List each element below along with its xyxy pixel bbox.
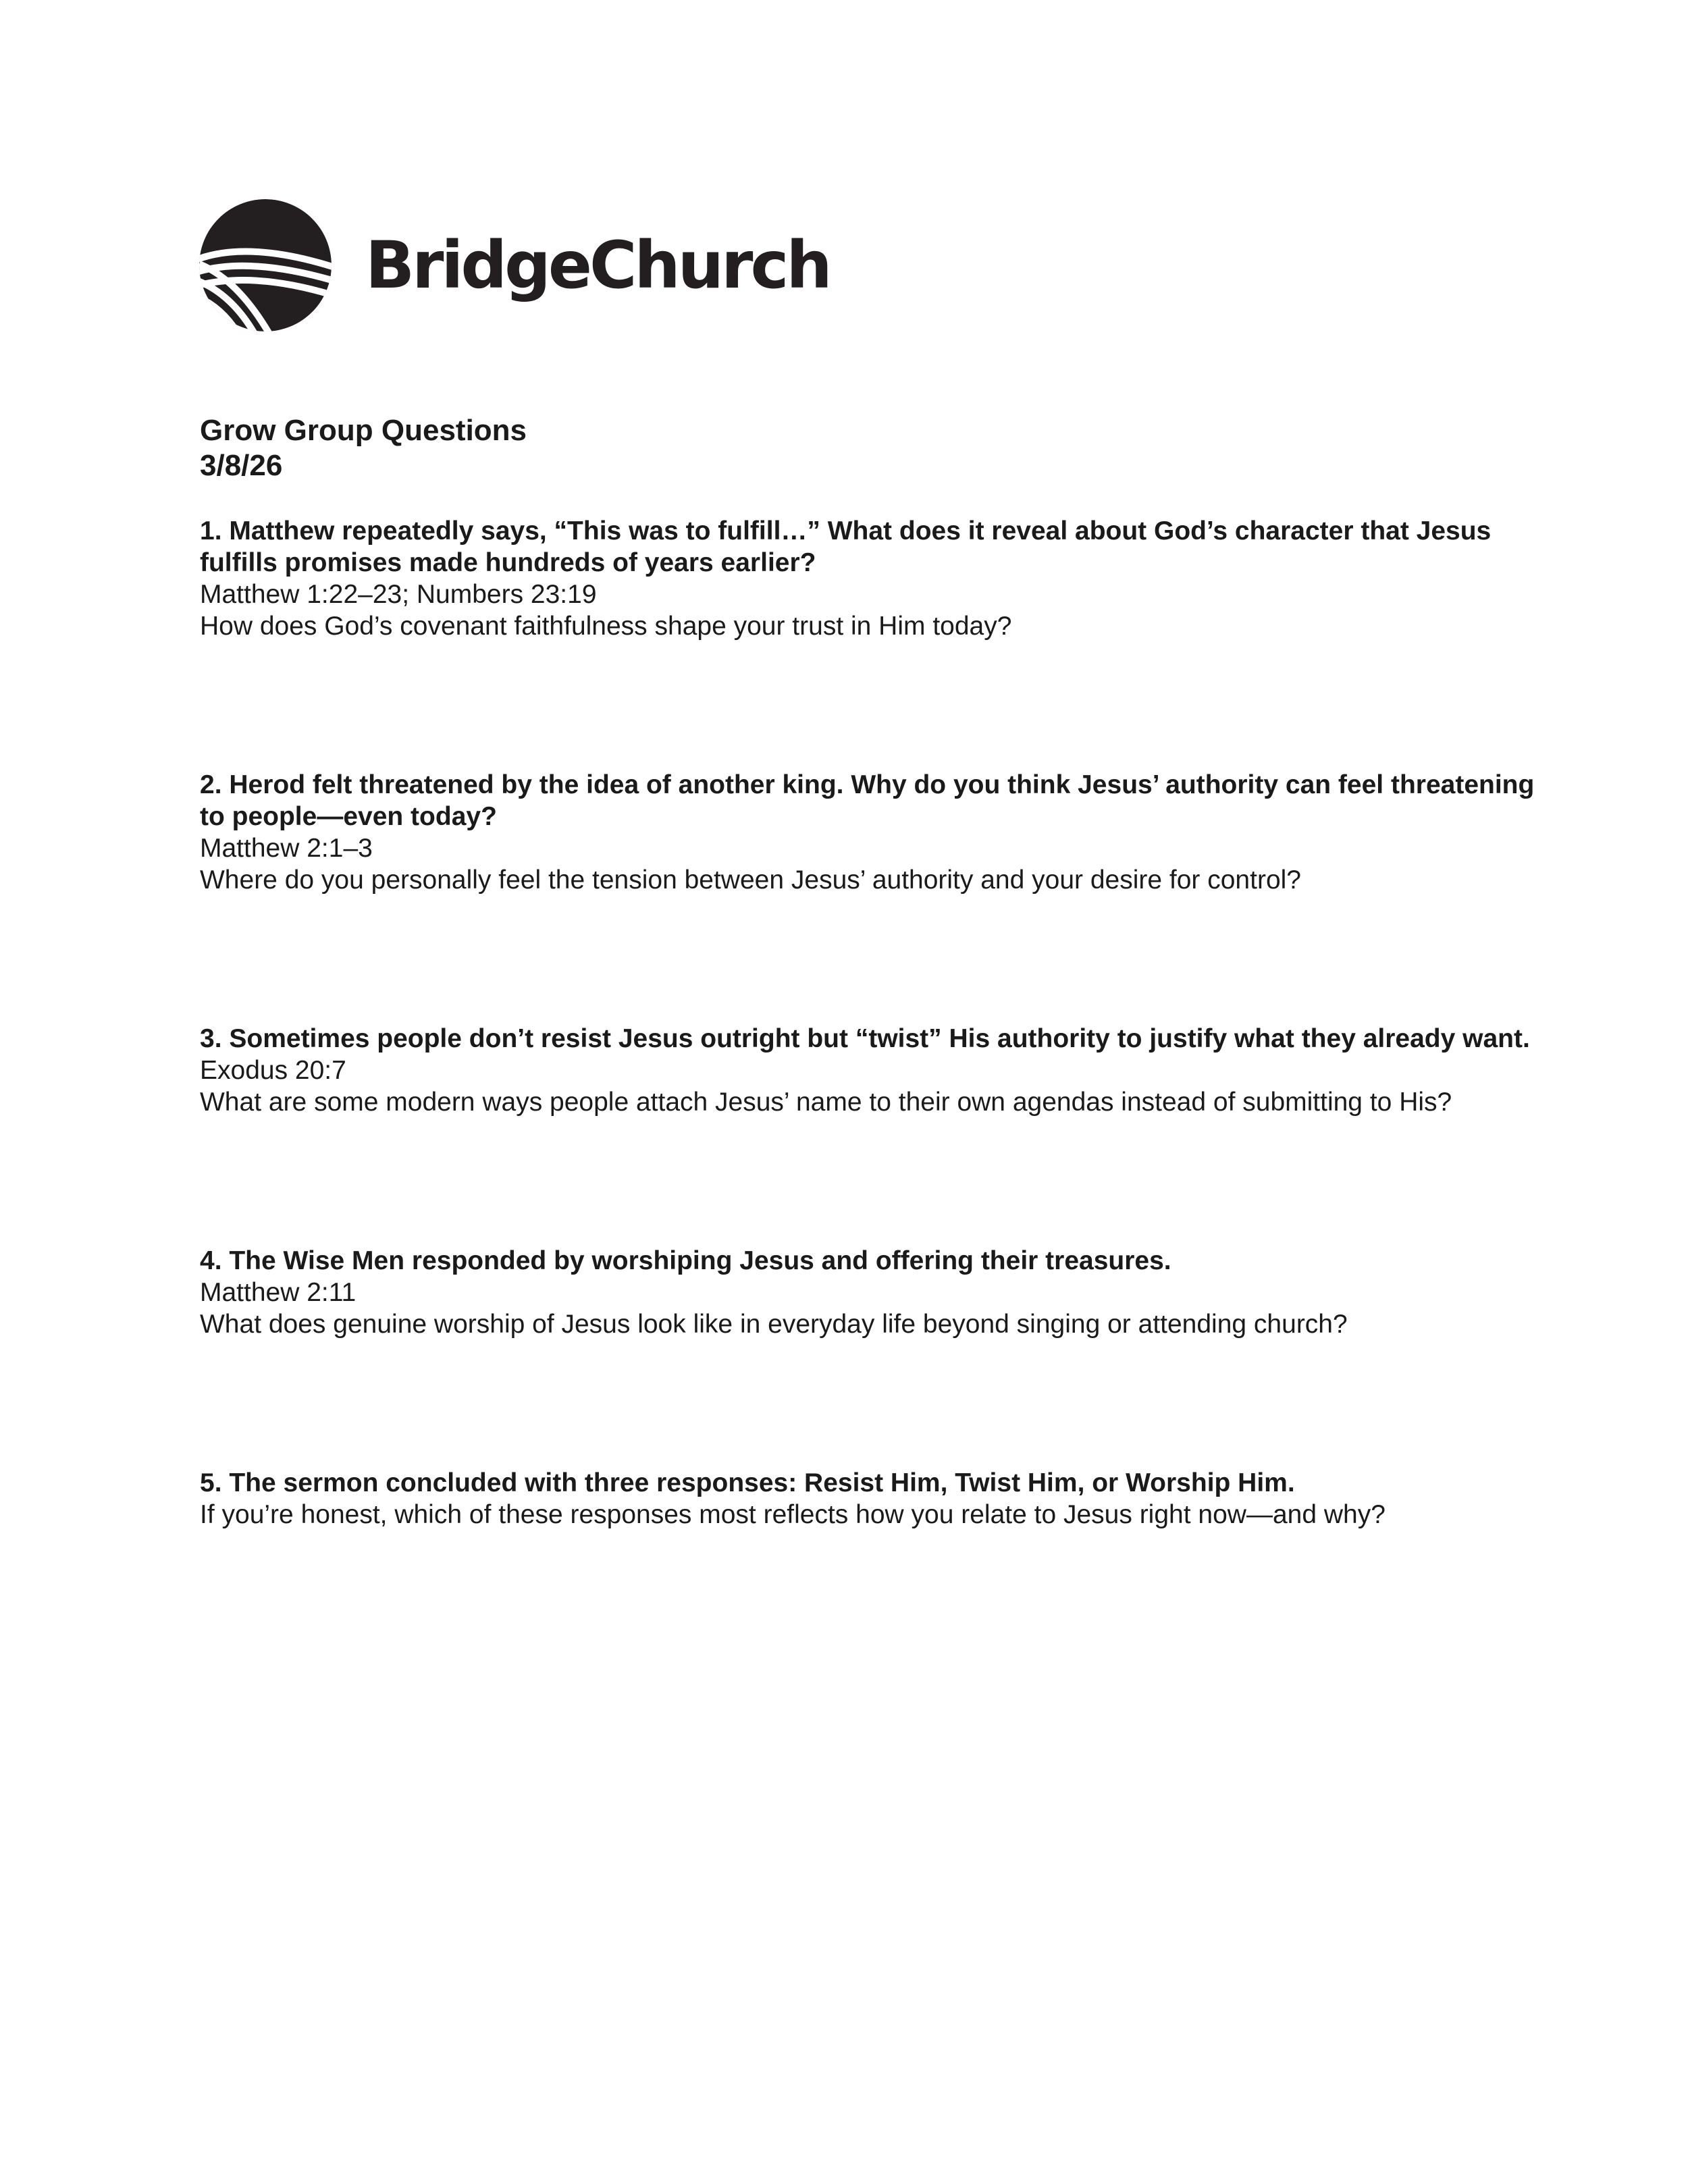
followup-question: Where do you personally feel the tension between Jesus’ authority and your desire for control? — [200, 865, 1301, 895]
bridgechurch-logo — [199, 199, 830, 331]
question-1 — [200, 515, 1537, 642]
followup-question: If you’re honest, which of these responses most reflects how you relate to Jesus right now—and why? — [200, 1500, 1386, 1529]
question-2 — [200, 769, 1537, 896]
question-text: 1. Matthew repeatedly says, “This was to fulfill…” What does it reveal about God’s character that Jesus fulfills promises made hundreds of years earlier? — [200, 516, 1492, 577]
page-title: Grow Group Questions — [200, 414, 527, 447]
question-5 — [200, 1467, 1537, 1530]
question-text: 3. Sometimes people don’t resist Jesus outright but “twist” His authority to justify what they already want. — [200, 1024, 1530, 1053]
question-4 — [200, 1245, 1537, 1340]
scripture-reference: Matthew 2:11 — [200, 1278, 357, 1307]
question-text: 2. Herod felt threatened by the idea of another king. Why do you think Jesus’ authority can feel threatening to people—even today? — [200, 770, 1535, 831]
logo-wordmark: BridgeChurch — [365, 228, 830, 303]
followup-question: What are some modern ways people attach Jesus’ name to their own agendas instead of submitting to His? — [200, 1088, 1452, 1117]
question-3 — [200, 1023, 1537, 1118]
followup-question: What does genuine worship of Jesus look like in everyday life beyond singing or attending church? — [200, 1310, 1348, 1339]
scripture-reference: Matthew 2:1–3 — [200, 834, 373, 863]
question-text: 5. The sermon concluded with three responses: Resist Him, Twist Him, or Worship Him. — [200, 1468, 1295, 1497]
scripture-reference: Matthew 1:22–23; Numbers 23:19 — [200, 580, 597, 609]
question-text: 4. The Wise Men responded by worshiping Jesus and offering their treasures. — [200, 1246, 1171, 1275]
bridge-emblem-icon — [199, 199, 332, 331]
followup-question: How does God’s covenant faithfulness shape your trust in Him today? — [200, 612, 1012, 641]
page-date: 3/8/26 — [200, 449, 283, 482]
document-body — [200, 413, 1537, 1530]
scripture-reference: Exodus 20:7 — [200, 1056, 346, 1085]
